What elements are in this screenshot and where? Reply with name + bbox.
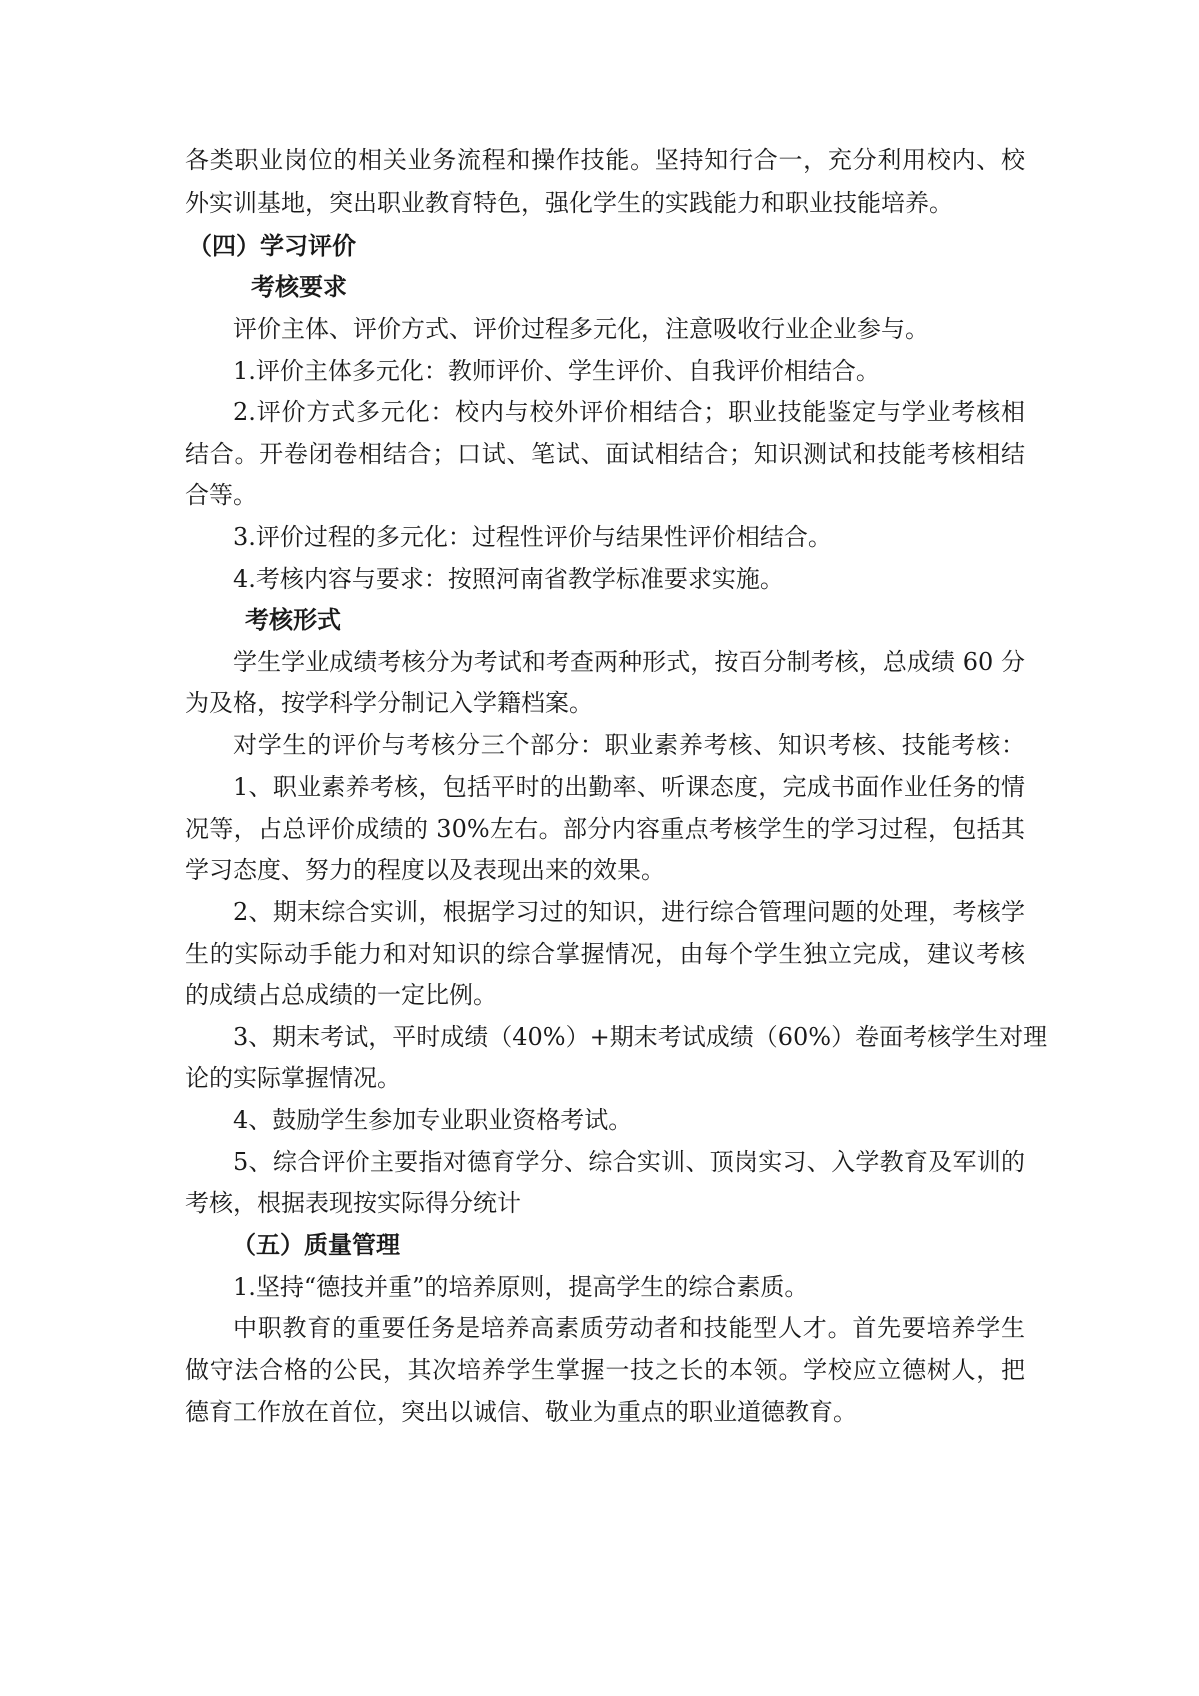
paragraph-line: 结合。开卷闭卷相结合；口试、笔试、面试相结合；知识测试和技能考核相结: [185, 440, 1025, 468]
subheading-assessment-requirements: 考核要求: [251, 273, 347, 301]
list-item: 5、综合评价主要指对德育学分、综合实训、顶岗实习、入学教育及军训的: [233, 1148, 1025, 1176]
list-item: 2、期末综合实训，根据学习过的知识，进行综合管理问题的处理，考核学: [233, 898, 1025, 926]
list-item: 1.坚持“德技并重”的培养原则，提高学生的综合素质。: [233, 1273, 809, 1301]
paragraph-line: 的成绩占总成绩的一定比例。: [185, 981, 497, 1009]
paragraph-line: 各类职业岗位的相关业务流程和操作技能。坚持知行合一，充分利用校内、校: [185, 146, 1025, 174]
paragraph-line: 评价主体、评价方式、评价过程多元化，注意吸收行业企业参与。: [233, 315, 929, 343]
subheading-assessment-forms: 考核形式: [245, 606, 341, 634]
paragraph-line: 况等，占总评价成绩的 30%左右。部分内容重点考核学生的学习过程，包括其: [185, 815, 1025, 843]
paragraph-line: 外实训基地，突出职业教育特色，强化学生的实践能力和职业技能培养。: [185, 189, 953, 217]
paragraph-line: 为及格，按学科学分制记入学籍档案。: [185, 689, 593, 717]
section-heading-5: （五）质量管理: [232, 1231, 400, 1259]
list-item: 1、职业素养考核，包括平时的出勤率、听课态度，完成书面作业任务的情: [233, 773, 1025, 801]
section-heading-4: （四）学习评价: [188, 232, 356, 260]
list-item: 4、鼓励学生参加专业职业资格考试。: [233, 1106, 633, 1134]
paragraph-line: 生的实际动手能力和对知识的综合掌握情况，由每个学生独立完成，建议考核: [185, 940, 1025, 968]
list-item: 1.评价主体多元化：教师评价、学生评价、自我评价相结合。: [233, 357, 880, 385]
paragraph-line: 中职教育的重要任务是培养高素质劳动者和技能型人才。首先要培养学生: [233, 1314, 1025, 1342]
paragraph-line: 德育工作放在首位，突出以诚信、敬业为重点的职业道德教育。: [185, 1398, 857, 1426]
paragraph-line: 对学生的评价与考核分三个部分：职业素养考核、知识考核、技能考核：: [233, 731, 1025, 759]
list-item: 2.评价方式多元化：校内与校外评价相结合；职业技能鉴定与学业考核相: [233, 398, 1025, 426]
paragraph-line: 论的实际掌握情况。: [185, 1064, 401, 1092]
paragraph-line: 学生学业成绩考核分为考试和考查两种形式，按百分制考核，总成绩 60 分: [233, 648, 1025, 676]
paragraph-line: 学习态度、努力的程度以及表现出来的效果。: [185, 856, 665, 884]
list-item: 3、期末考试，平时成绩（40%）+期末考试成绩（60%）卷面考核学生对理: [233, 1023, 1048, 1051]
list-item: 4.考核内容与要求：按照河南省教学标准要求实施。: [233, 565, 784, 593]
paragraph-line: 做守法合格的公民，其次培养学生掌握一技之长的本领。学校应立德树人，把: [185, 1356, 1025, 1384]
list-item: 3.评价过程的多元化：过程性评价与结果性评价相结合。: [233, 523, 832, 551]
paragraph-line: 考核，根据表现按实际得分统计: [185, 1189, 521, 1217]
paragraph-line: 合等。: [185, 481, 257, 509]
